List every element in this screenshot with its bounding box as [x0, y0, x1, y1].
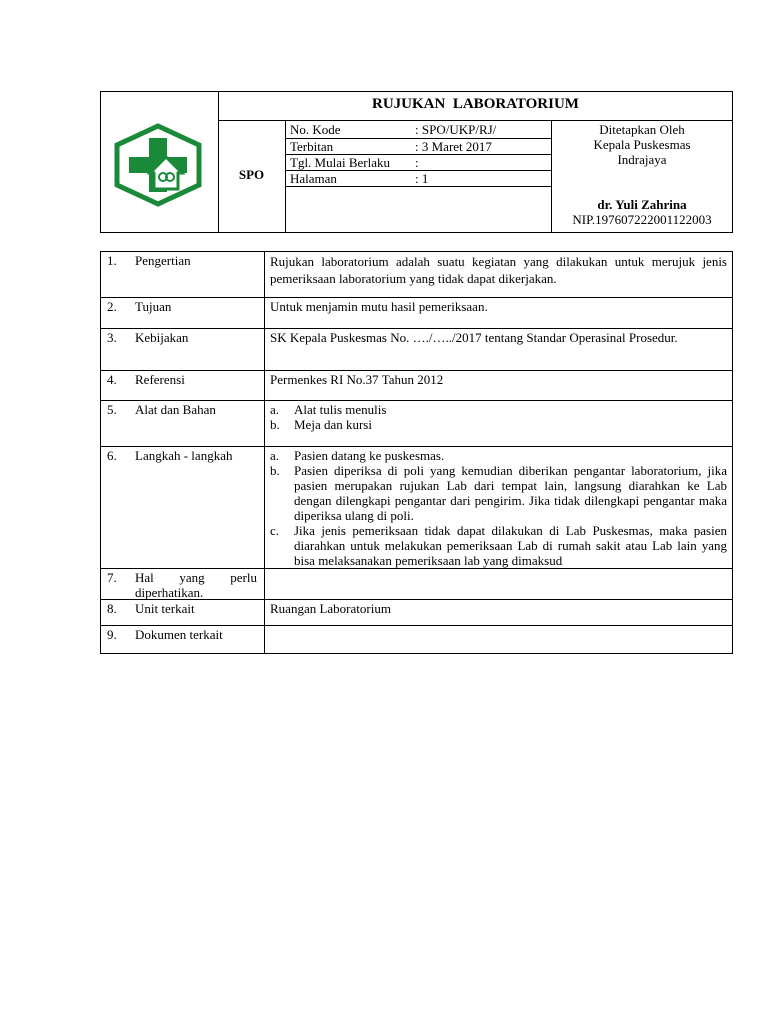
row-number: 5.: [107, 402, 117, 417]
info-label-halaman: Halaman: [290, 171, 337, 186]
row-number: 4.: [107, 372, 117, 387]
document-title: RUJUKAN LABORATORIUM: [372, 96, 579, 112]
row-number: 2.: [107, 299, 117, 314]
approval-name: dr. Yuli Zahrina: [597, 197, 687, 212]
row-label: Unit terkait: [135, 601, 195, 616]
info-value-terbitan: : 3 Maret 2017: [415, 139, 492, 154]
list-item: c. Jika jenis pemeriksaan tidak dapat dilakukan di Lab Puskesmas, maka pasien diarahkan untuk melakukan pemeriksaan Lab di rumah sakit atau Lab lain yang bisa melaksanakan pemeriksaan lab yang dimaksud: [270, 523, 727, 568]
row-label: Kebijakan: [135, 330, 189, 345]
info-value-mulai: :: [415, 155, 419, 170]
approval-line2: Kepala Puskesmas: [593, 137, 691, 152]
approval-line1: Ditetapkan Oleh: [599, 122, 685, 137]
row-label: Hal yang perlu diperhatikan.: [135, 570, 257, 600]
row-label: Dokumen terkait: [135, 627, 223, 642]
puskesmas-logo: [114, 123, 202, 207]
row-text-pengertian: Rujukan laboratorium adalah suatu kegiatan yang dilakukan untuk merujuk jenis pemeriksaan laboratorium yang tidak dapat dikerjakan.: [270, 254, 727, 286]
alat-bahan-list: [270, 402, 727, 432]
info-value-halaman: : 1: [415, 171, 429, 186]
row-number: 8.: [107, 601, 117, 616]
spo-label: SPO: [238, 167, 265, 182]
row-text-kebijakan: SK Kepala Puskesmas No. …./…../2017 tentang Standar Operasinal Prosedur.: [270, 330, 678, 345]
info-label-terbitan: Terbitan: [290, 139, 334, 154]
info-label-kode: No. Kode: [290, 122, 341, 137]
row-text-unit: Ruangan Laboratorium: [270, 601, 391, 616]
row-label: Alat dan Bahan: [135, 402, 216, 417]
row-number: 9.: [107, 627, 117, 642]
approval-line3: Indrajaya: [617, 152, 667, 167]
row-text-referensi: Permenkes RI No.37 Tahun 2012: [270, 372, 444, 387]
list-item: b. Meja dan kursi: [270, 417, 372, 432]
row-label: Tujuan: [135, 299, 172, 314]
row-number: 6.: [107, 448, 117, 463]
langkah-list: [270, 448, 727, 568]
row-number: 3.: [107, 330, 117, 345]
row-text-tujuan: Untuk menjamin mutu hasil pemeriksaan.: [270, 299, 488, 314]
list-item: a. Pasien datang ke puskesmas.: [270, 448, 445, 463]
row-label: Pengertian: [135, 253, 191, 268]
info-value-kode: : SPO/UKP/RJ/: [415, 122, 497, 137]
approval-nip: NIP.197607222001122003: [572, 212, 712, 227]
row-label: Langkah - langkah: [135, 448, 233, 463]
row-number: 1.: [107, 253, 117, 268]
list-item: b. Pasien diperiksa di poli yang kemudian diberikan pengantar laboratorium, jika pasien merupakan rujukan Lab dari tempat lain, langsung diarahkan ke Lab dengan dilengkapi pengantar dari pengirim. Jika tidak dilengkapi pengantar maka diperiksa ulang di poli.: [270, 463, 727, 523]
info-label-mulai: Tgl. Mulai Berlaku: [290, 155, 391, 170]
list-item: a. Alat tulis menulis: [270, 402, 387, 417]
row-number: 7.: [107, 570, 117, 585]
row-label: Referensi: [135, 372, 185, 387]
